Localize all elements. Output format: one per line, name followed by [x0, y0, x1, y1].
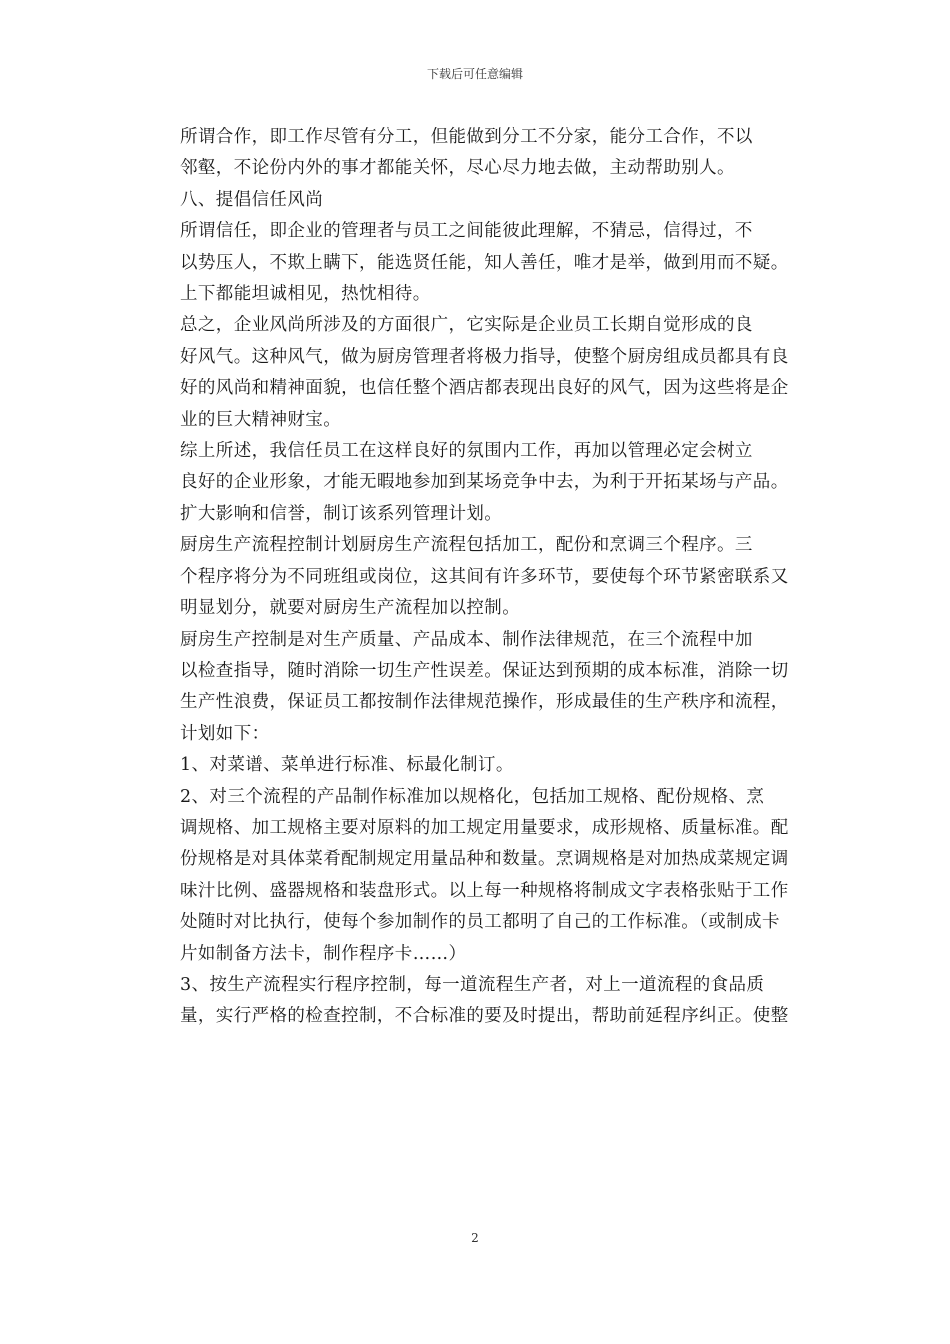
text-line: 量，实行严格的检查控制，不合标准的要及时提出，帮助前延程序纠正。使整: [180, 1006, 789, 1027]
text-line: 计划如下：: [180, 723, 270, 744]
paragraph-conclusion: [145, 436, 807, 530]
text-line: 2、对三个流程的产品制作标准加以规格化，包括加工规格、配份规格、烹: [180, 786, 765, 807]
paragraph-cooperation: [145, 122, 807, 185]
text-line: 1、对菜谱、菜单进行标准、标最化制订。: [180, 755, 514, 776]
text-line: 好的风尚和精神面貌，也信任整个酒店都表现出良好的风气，因为这些将是企: [180, 378, 789, 399]
text-line: 厨房生产控制是对生产质量、产品成本、制作法律规范，在三个流程中加: [180, 629, 753, 650]
document-body: [145, 122, 807, 1033]
text-line: 份规格是对具体菜肴配制规定用量品种和数量。烹调规格是对加热成菜规定调: [180, 849, 789, 870]
list-item-1: [145, 750, 807, 781]
text-line: 厨房生产流程控制计划厨房生产流程包括加工，配份和烹调三个程序。三: [180, 535, 753, 556]
list-item-3: [145, 970, 807, 1033]
text-line: 片如制备方法卡，制作程序卡……）: [180, 943, 467, 964]
text-line: 业的巨大精神财宝。: [180, 409, 342, 430]
text-line: 扩大影响和信誉，制订该系列管理计划。: [180, 503, 503, 524]
text-line: 以势压人，不欺上瞒下，能选贤任能，知人善任，唯才是举，做到用而不疑。: [180, 252, 789, 273]
text-line: 总之，企业风尚所涉及的方面很广，它实际是企业员工长期自觉形成的良: [180, 315, 753, 336]
list-item-2: [145, 782, 807, 970]
text-line: 所谓信任，即企业的管理者与员工之间能彼此理解，不猜忌，信得过，不: [180, 221, 753, 242]
text-line: 明显划分，就要对厨房生产流程加以控制。: [180, 598, 521, 619]
page-number: 2: [471, 1231, 479, 1245]
section-heading-trust: [145, 185, 807, 216]
paragraph-production-control: [145, 625, 807, 751]
paragraph-summary: [145, 310, 807, 436]
text-line: 良好的企业形象，才能无暇地参加到某场竞争中去，为利于开拓某场与产品。: [180, 472, 789, 493]
text-line: 调规格、加工规格主要对原料的加工规定用量要求，成形规格、质量标准。配: [180, 817, 789, 838]
text-line: 好风气。这种风气，做为厨房管理者将极力指导，使整个厨房组成员都具有良: [180, 346, 789, 367]
text-line: 个程序将分为不同班组或岗位，这其间有许多环节，要使每个环节紧密联系又: [180, 566, 789, 587]
text-line: 以检查指导，随时消除一切生产性误差。保证达到预期的成本标准，消除一切: [180, 660, 789, 681]
page-header: 下载后可任意编辑: [426, 67, 523, 81]
text-line: 3、按生产流程实行程序控制，每一道流程生产者，对上一道流程的食品质: [180, 974, 765, 995]
paragraph-trust: [145, 216, 807, 310]
paragraph-process-control-plan: [145, 530, 807, 624]
text-line: 处随时对比执行，使每个参加制作的员工都明了自己的工作标准。（或制成卡: [180, 912, 780, 933]
text-line: 上下都能坦诚相见，热忱相待。: [180, 284, 431, 305]
text-line: 八、提倡信任风尚: [180, 189, 324, 210]
text-line: 所谓合作，即工作尽管有分工，但能做到分工不分家，能分工合作，不以: [180, 127, 753, 147]
text-line: 综上所述，我信任员工在这样良好的氛围内工作，再加以管理必定会树立: [180, 441, 753, 462]
text-line: 味汁比例、盛器规格和装盘形式。以上每一种规格将制成文字表格张贴于工作: [180, 880, 789, 901]
text-line: 邻壑，不论份内外的事才都能关怀，尽心尽力地去做，主动帮助别人。: [180, 158, 735, 179]
text-line: 生产性浪费，保证员工都按制作法律规范操作，形成最佳的生产秩序和流程，: [180, 692, 789, 713]
